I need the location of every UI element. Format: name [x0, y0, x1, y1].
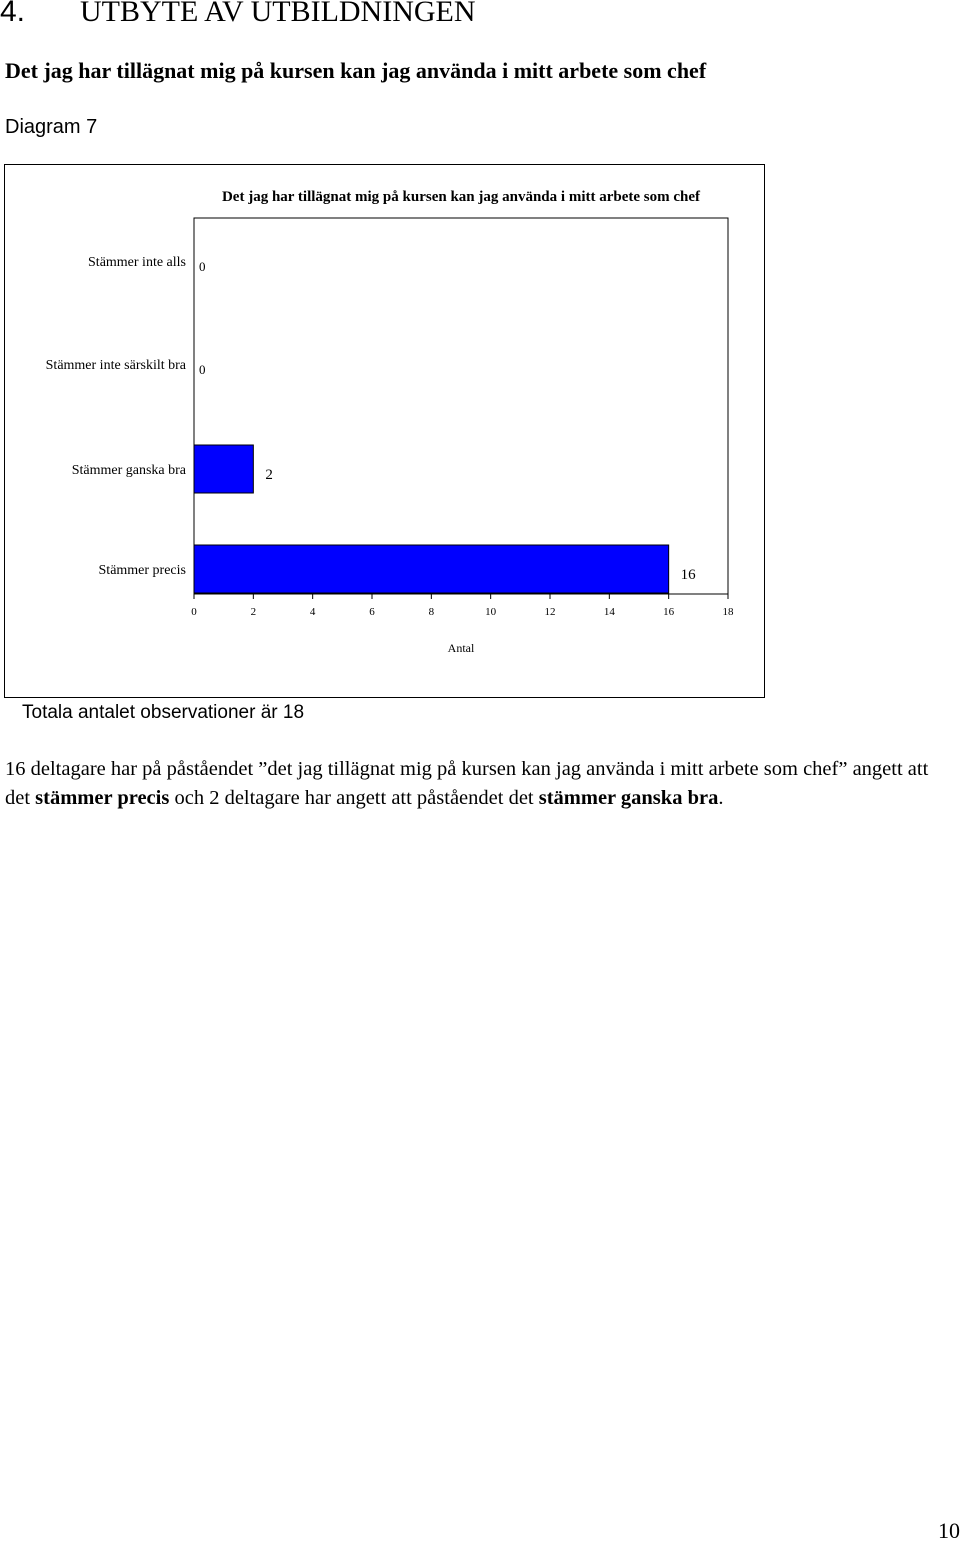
summary-paragraph [5, 755, 955, 813]
bar-chart [5, 165, 764, 697]
plot-area-frame [194, 218, 728, 594]
bar-3 [194, 445, 253, 493]
category-label-3: Stämmer ganska bra [71, 463, 186, 478]
category-label-2: Stämmer inte särskilt bra [45, 358, 186, 373]
x-tick-label-6: 10 [485, 606, 497, 618]
bar-4 [194, 545, 669, 593]
x-tick-label-3: 4 [309, 606, 316, 618]
chart-title: Det jag har tillägnat mig på kursen kan jag använda i mitt arbete som chef [221, 189, 701, 205]
summary-text-3: . [718, 787, 724, 809]
chart-frame [4, 164, 765, 698]
x-tick-label-5: 8 [428, 606, 435, 618]
section-number: 4. [0, 0, 26, 28]
category-label-1: Stämmer inte alls [88, 255, 186, 270]
summary-text-2: och 2 deltagare har angett att påståendet det [169, 787, 539, 809]
category-label-4: Stämmer precis [98, 563, 186, 578]
x-tick-label-2: 2 [250, 606, 257, 618]
x-tick-label-9: 16 [663, 606, 675, 618]
diagram-label: Diagram 7 [5, 116, 98, 138]
section-heading [0, 0, 960, 32]
section-title: UTBYTE AV UTBILDNINGEN [80, 0, 476, 28]
summary-bold-2: stämmer ganska bra [538, 787, 719, 809]
data-label-4: 16 [680, 567, 696, 583]
x-axis-title: Antal [447, 641, 475, 655]
total-observations-note: Totala antalet observationer är 18 [22, 702, 305, 723]
data-label-1: 0 [199, 259, 206, 274]
x-tick-label-7: 12 [544, 606, 556, 618]
x-tick-label-4: 6 [369, 606, 375, 618]
data-label-3: 2 [265, 467, 273, 483]
data-label-2: 0 [199, 362, 206, 377]
x-tick-label-10: 18 [722, 606, 734, 618]
summary-text-1: 16 deltagare har på påståendet ”det jag tillägnat mig på kursen kan jag använda i mitt arbete som chef” angett att det [5, 758, 929, 809]
summary-bold-1: stämmer precis [35, 787, 170, 809]
x-tick-label-8: 14 [603, 606, 615, 618]
x-tick-label-1: 0 [191, 606, 197, 618]
subheading: Det jag har tillägnat mig på kursen kan jag använda i mitt arbete som chef [5, 58, 707, 83]
page-number: 10 [938, 1518, 960, 1543]
